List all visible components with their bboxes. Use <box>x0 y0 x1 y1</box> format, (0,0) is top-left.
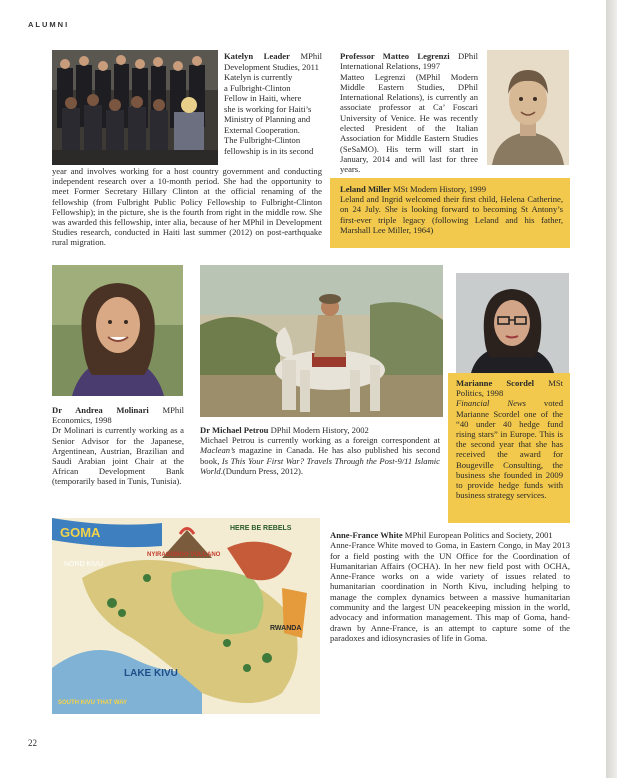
map-label-goma: GOMA <box>60 525 101 540</box>
leland-name: Leland Miller <box>340 184 391 194</box>
map-label-volcano: NYIRAGONGO VOLCANO <box>147 552 221 558</box>
katelyn-degree: MPhil Development Studies, 2011 <box>224 51 322 72</box>
michael-body-b: magazine in Canada. He has also published his second book, <box>200 445 440 466</box>
katelyn-line: fellowship is in its second <box>224 145 314 156</box>
andrea-entry <box>52 405 184 487</box>
katelyn-line: External Cooperation. <box>224 124 300 135</box>
page-number: 22 <box>28 738 37 748</box>
katelyn-line: she is working for Haiti’s <box>224 103 312 114</box>
katelyn-body: year and involves working for a host country government and conducting independent research over a 10-month period. She had the opportunity to meet Former Secretary Hillary Clinton at the official renaming of the fellowship (from Fulbright Public Policy Fellowship to Fulbright-Clinton Fellowship); in the picture, she is the fourth from right in the middle row. She was awarded this fellowship, inter alia, because of her MPhil in Development Studies research, conducted in Haiti last summer (2012) on post-earthquake rural migration. <box>52 166 322 248</box>
michael-book: Is This Your First War? Travels Through the Post-9/11 Islamic World <box>200 455 440 476</box>
katelyn-line: Ministry of Planning and <box>224 114 311 124</box>
matteo-body: Matteo Legrenzi (MPhil Modern Middle Eastern Studies, DPhil International Relations), is currently an associate professor at Ca’ Foscari University of Venice. He was recently elected President of the Italian Association for Middle Eastern Studies (SeSaMO). His term will start in January, 2014 and will last for three years. <box>340 71 478 175</box>
marianne-name: Marianne Scordel <box>456 378 535 388</box>
map-label-south-kivu: SOUTH KIVU THAT WAY <box>58 700 128 706</box>
annefrance-name: Anne-France White <box>330 530 403 540</box>
annefrance-entry <box>330 530 570 643</box>
katelyn-entry <box>224 51 322 156</box>
marianne-degree: MSt Politics, 1998 <box>456 378 563 399</box>
michael-magazine: Maclean’s <box>200 445 236 456</box>
leland-entry <box>340 184 563 235</box>
michael-photo <box>200 265 443 417</box>
annefrance-body: Anne-France White moved to Goma, in Eastern Congo, in May 2013 for a field posting with the UN Office for the Coordination of Humanitarian Affairs (OCHA). In her new field post with OCHA, Anne-France works on a wide variety of issues related to humanitarian coordination in North Kivu, including helping to manage the complex dynamics between a massive humanitarian community and the largest UN peacekeeping mission in the world, advocacy and information management. This map of Goma, hand-drawn by Anne-France, is an attempt to capture some of the paradoxes and idiosyncrasies of life in Goma. <box>330 540 570 643</box>
michael-name: Dr Michael Petrou <box>200 425 269 435</box>
section-label: ALUMNI <box>28 20 70 29</box>
matteo-entry <box>340 51 478 175</box>
michael-degree: DPhil Modern History, 2002 <box>270 425 369 435</box>
michael-entry <box>200 425 440 476</box>
map-label-rebels: HERE BE REBELS <box>230 525 292 532</box>
katelyn-photo <box>52 50 218 165</box>
katelyn-name: Katelyn Leader <box>224 51 290 61</box>
katelyn-line: Fellow in Haiti, where <box>224 93 302 103</box>
map-label-nord-kivu: NORD KIVU <box>64 561 103 568</box>
page-edge <box>606 0 617 778</box>
matteo-name: Professor Matteo Legrenzi <box>340 51 450 61</box>
katelyn-line: Katelyn is currently <box>224 72 293 82</box>
michael-body-a: Michael Petrou is currently working as a foreign correspondent at <box>200 435 440 446</box>
marianne-paper: Financial News <box>456 398 526 409</box>
katelyn-line: a Fulbright-Clinton <box>224 82 291 93</box>
michael-body-c: .(Dundurn Press, 2012). <box>220 465 304 476</box>
annefrance-degree: MPhil European Politics and Society, 2001 <box>404 530 553 540</box>
matteo-photo <box>487 50 569 165</box>
marianne-entry <box>456 378 563 500</box>
andrea-name: Dr Andrea Molinari <box>52 405 149 415</box>
leland-body: Leland and Ingrid welcomed their first child, Helena Catherine, on 24 July. She is looking forward to becoming St Antony’s first-ever triple legacy (following Leland and his father, Marshall Lee Miller, 1964) <box>340 194 563 235</box>
matteo-degree: DPhil International Relations, 1997 <box>340 51 478 72</box>
katelyn-line: The Fulbright-Clinton <box>224 135 301 145</box>
andrea-degree: MPhil Economics, 1998 <box>52 405 184 426</box>
leland-degree: MSt Modern History, 1999 <box>393 184 487 194</box>
map-label-rwanda: RWANDA <box>270 625 302 632</box>
marianne-photo <box>456 273 569 373</box>
marianne-body: voted Marianne Scordel one of the “40 under 40 hedge fund rising stars” in Europe. This is the second year that she has received the award for Bougeville Consulting, the business she founded in 2009 to provide hedge funds with business strategy services. <box>456 398 563 501</box>
andrea-body: Dr Molinari is currently working as a Senior Advisor for the Japanese, Argentinean, Austrian, Brazilian and Saudi Arabian joint Chair at the African Development Bank (temporarily based in Tunis, Tunisia). <box>52 425 184 487</box>
andrea-photo <box>52 265 183 396</box>
map-label-lake-kivu: LAKE KIVU <box>124 668 178 679</box>
goma-map <box>52 518 320 714</box>
